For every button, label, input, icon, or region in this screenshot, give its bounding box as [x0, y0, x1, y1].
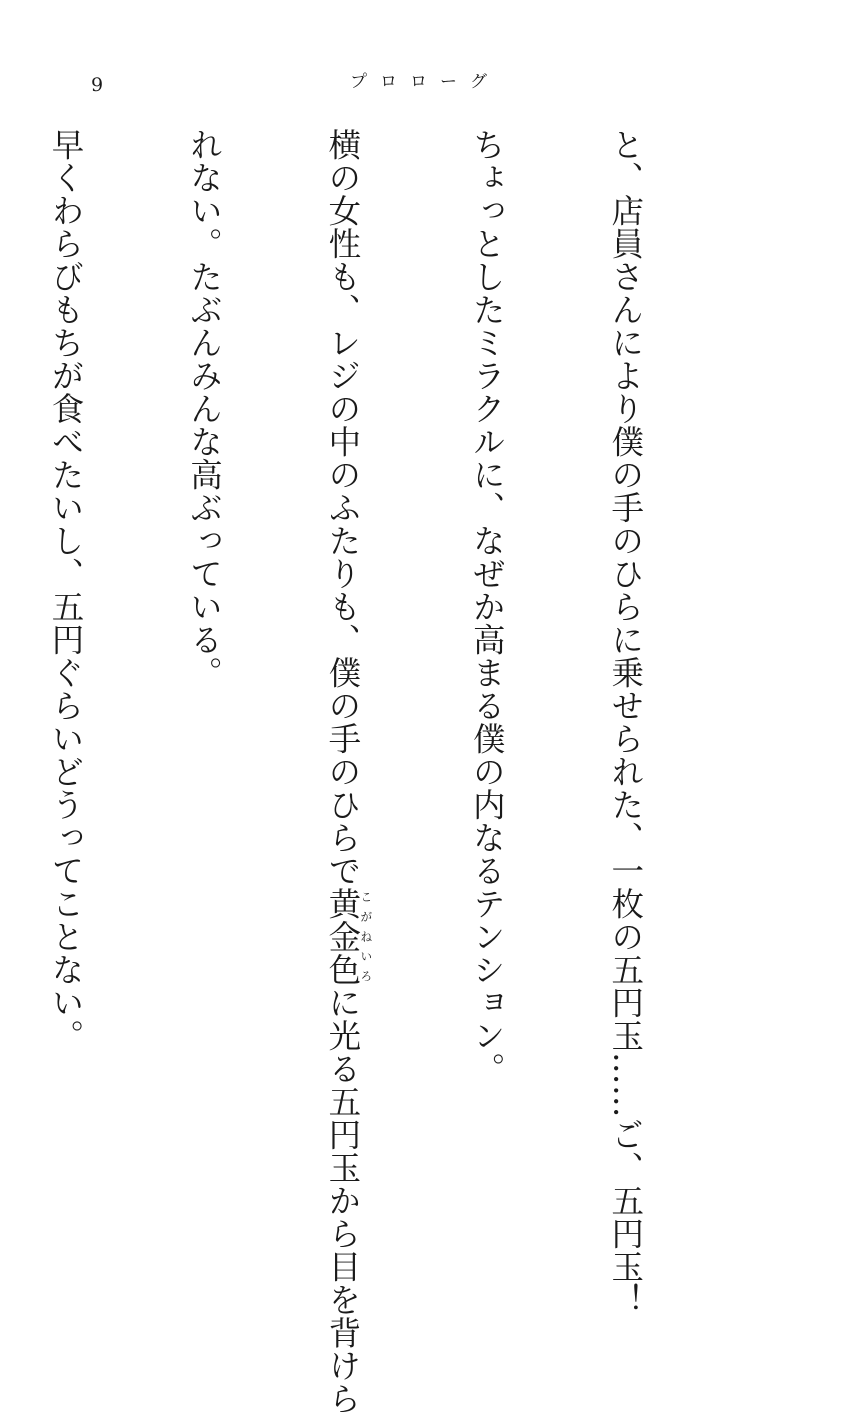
text-line-1: と、店員さんにより僕の手のひらに乗せられた、一枚の五円玉……ご、五円玉！: [606, 128, 645, 1316]
novel-body-text: [47, 128, 741, 1415]
text-line-4: れない。たぶんみんな高ぶっている。: [185, 128, 224, 689]
chapter-title: プロローグ: [350, 72, 500, 92]
text-line-5: 早くわらびもちが食べたいし、五円ぐらいどうってことない。: [47, 128, 86, 1052]
page-number: 9: [91, 74, 104, 96]
ruby-annotation: 黄金色こがねいろ: [323, 887, 373, 986]
text-line-3: 横の女性も、レジの中のふたりも、僕の手のひらで黄金色こがねいろに光る五円玉から目を背けら: [323, 128, 373, 1415]
text-line-2: ちょっとしたミラクルに、なぜか高まる僕の内なるテンション。: [468, 128, 507, 1085]
ruby-reading: こがねいろ: [358, 887, 373, 986]
